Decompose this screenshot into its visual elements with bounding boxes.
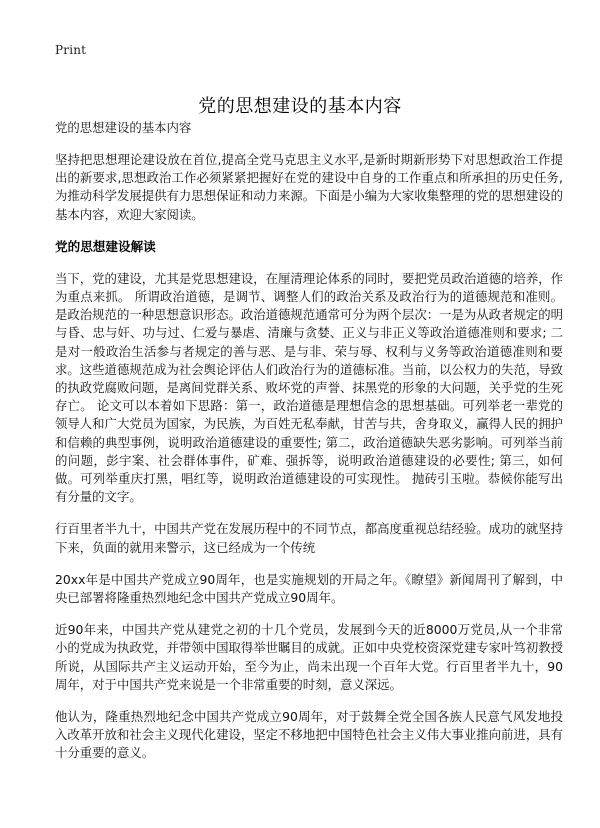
article-body — [55, 118, 563, 777]
paragraph-1: 当下，党的建设，尤其是党思想建设，在厘清理论体系的同时，要把党员政治道德的培养，作为重点来抓。 所谓政治道德，是调节、调整人们的政治关系及政治行为的道德规范和准则。是政治规范的一种思想意识形态。政治道德规范通常可分为两个层次：一是为从政者规定的明与昏、忠与奸、功与过、仁爱与暴虐、清廉与贪婪、正义与非正义等政治道德准则和要求; 二是对一般政治生活参与者规定的善与恶、是与非、荣与辱、权利与义务等政治道德准则和要求。这些道德规范成为社会舆论评估人们政治行为的道德标准。当前，以公权力的失范，导致的执政党腐败问题，是离间党群关系、败坏党的声誉、抹黑党的形象的大问题，关乎党的生死存亡。 论文可以本着如下思路：第一，政治道德是理想信念的思想基础。可列举老一辈党的领导人和广大党员为国家，为民族，为百姓无私奉献，甘苦与共，舍身取义，赢得人民的拥护和信赖的典型事例，说明政治道德建设的重要性; 第二，政治道德缺失恶劣影响。可列举当前的问题，彭宇案、社会群体事件，矿难、强拆等，说明政治道德建设的必要性; 第三，如何做。可列举重庆打黑，唱红等，说明政治道德建设的可实现性。 抛砖引玉啦。恭候你能写出有分量的文字。 — [55, 270, 564, 505]
section-heading: 党的思想建设解读 — [55, 238, 156, 254]
page-title: 党的思想建设的基本内容 — [198, 96, 402, 118]
paragraph-3: 20xx年是中国共产党成立90周年，也是实施规划的开局之年。《瞭望》新闻周刊了解到，中央已部署将隆重热烈地纪念中国共产党成立90周年。 — [55, 571, 563, 606]
intro-paragraph: 坚持把思想理论建设放在首位,提高全党马克思主义水平,是新时期新形势下对思想政治工作提出的新要求,思想政治工作必须紧紧把握好在党的建设中自身的工作重点和所承担的历史任务,为推动科学发展提供有力思想保证和动力来源。下面是小编为大家收集整理的党的思想建设的基本内容，欢迎大家阅读。 — [55, 152, 564, 222]
print-label: Print — [55, 43, 87, 57]
paragraph-2: 行百里者半九十，中国共产党在发展历程中的不同节点，都高度重视总结经验。成功的就坚持下来，负面的就用来警示，这已经成为一个传统 — [55, 521, 564, 555]
paragraph-4: 近90年来，中国共产党从建党之初的十几个党员，发展到今天的近8000万党员,从一个非常小的党成为执政党，并带领中国取得举世瞩目的成就。正如中央党校资深党建专家叶笃初教授所说，从国际共产主义运动开始，至今为止，尚未出现一个百年大党。行百里者半九十，90周年，对于中国共产党来说是一个非常重要的时刻，意义深远。 — [55, 622, 564, 692]
paragraph-5: 他认为，隆重热烈地纪念中国共产党成立90周年，对于鼓舞全党全国各族人民意气风发地投入改革开放和社会主义现代化建设，坚定不移地把中国特色社会主义伟大事业推向前进，具有十分重要的意义。 — [55, 709, 564, 761]
article-subtitle: 党的思想建设的基本内容 — [55, 120, 192, 135]
